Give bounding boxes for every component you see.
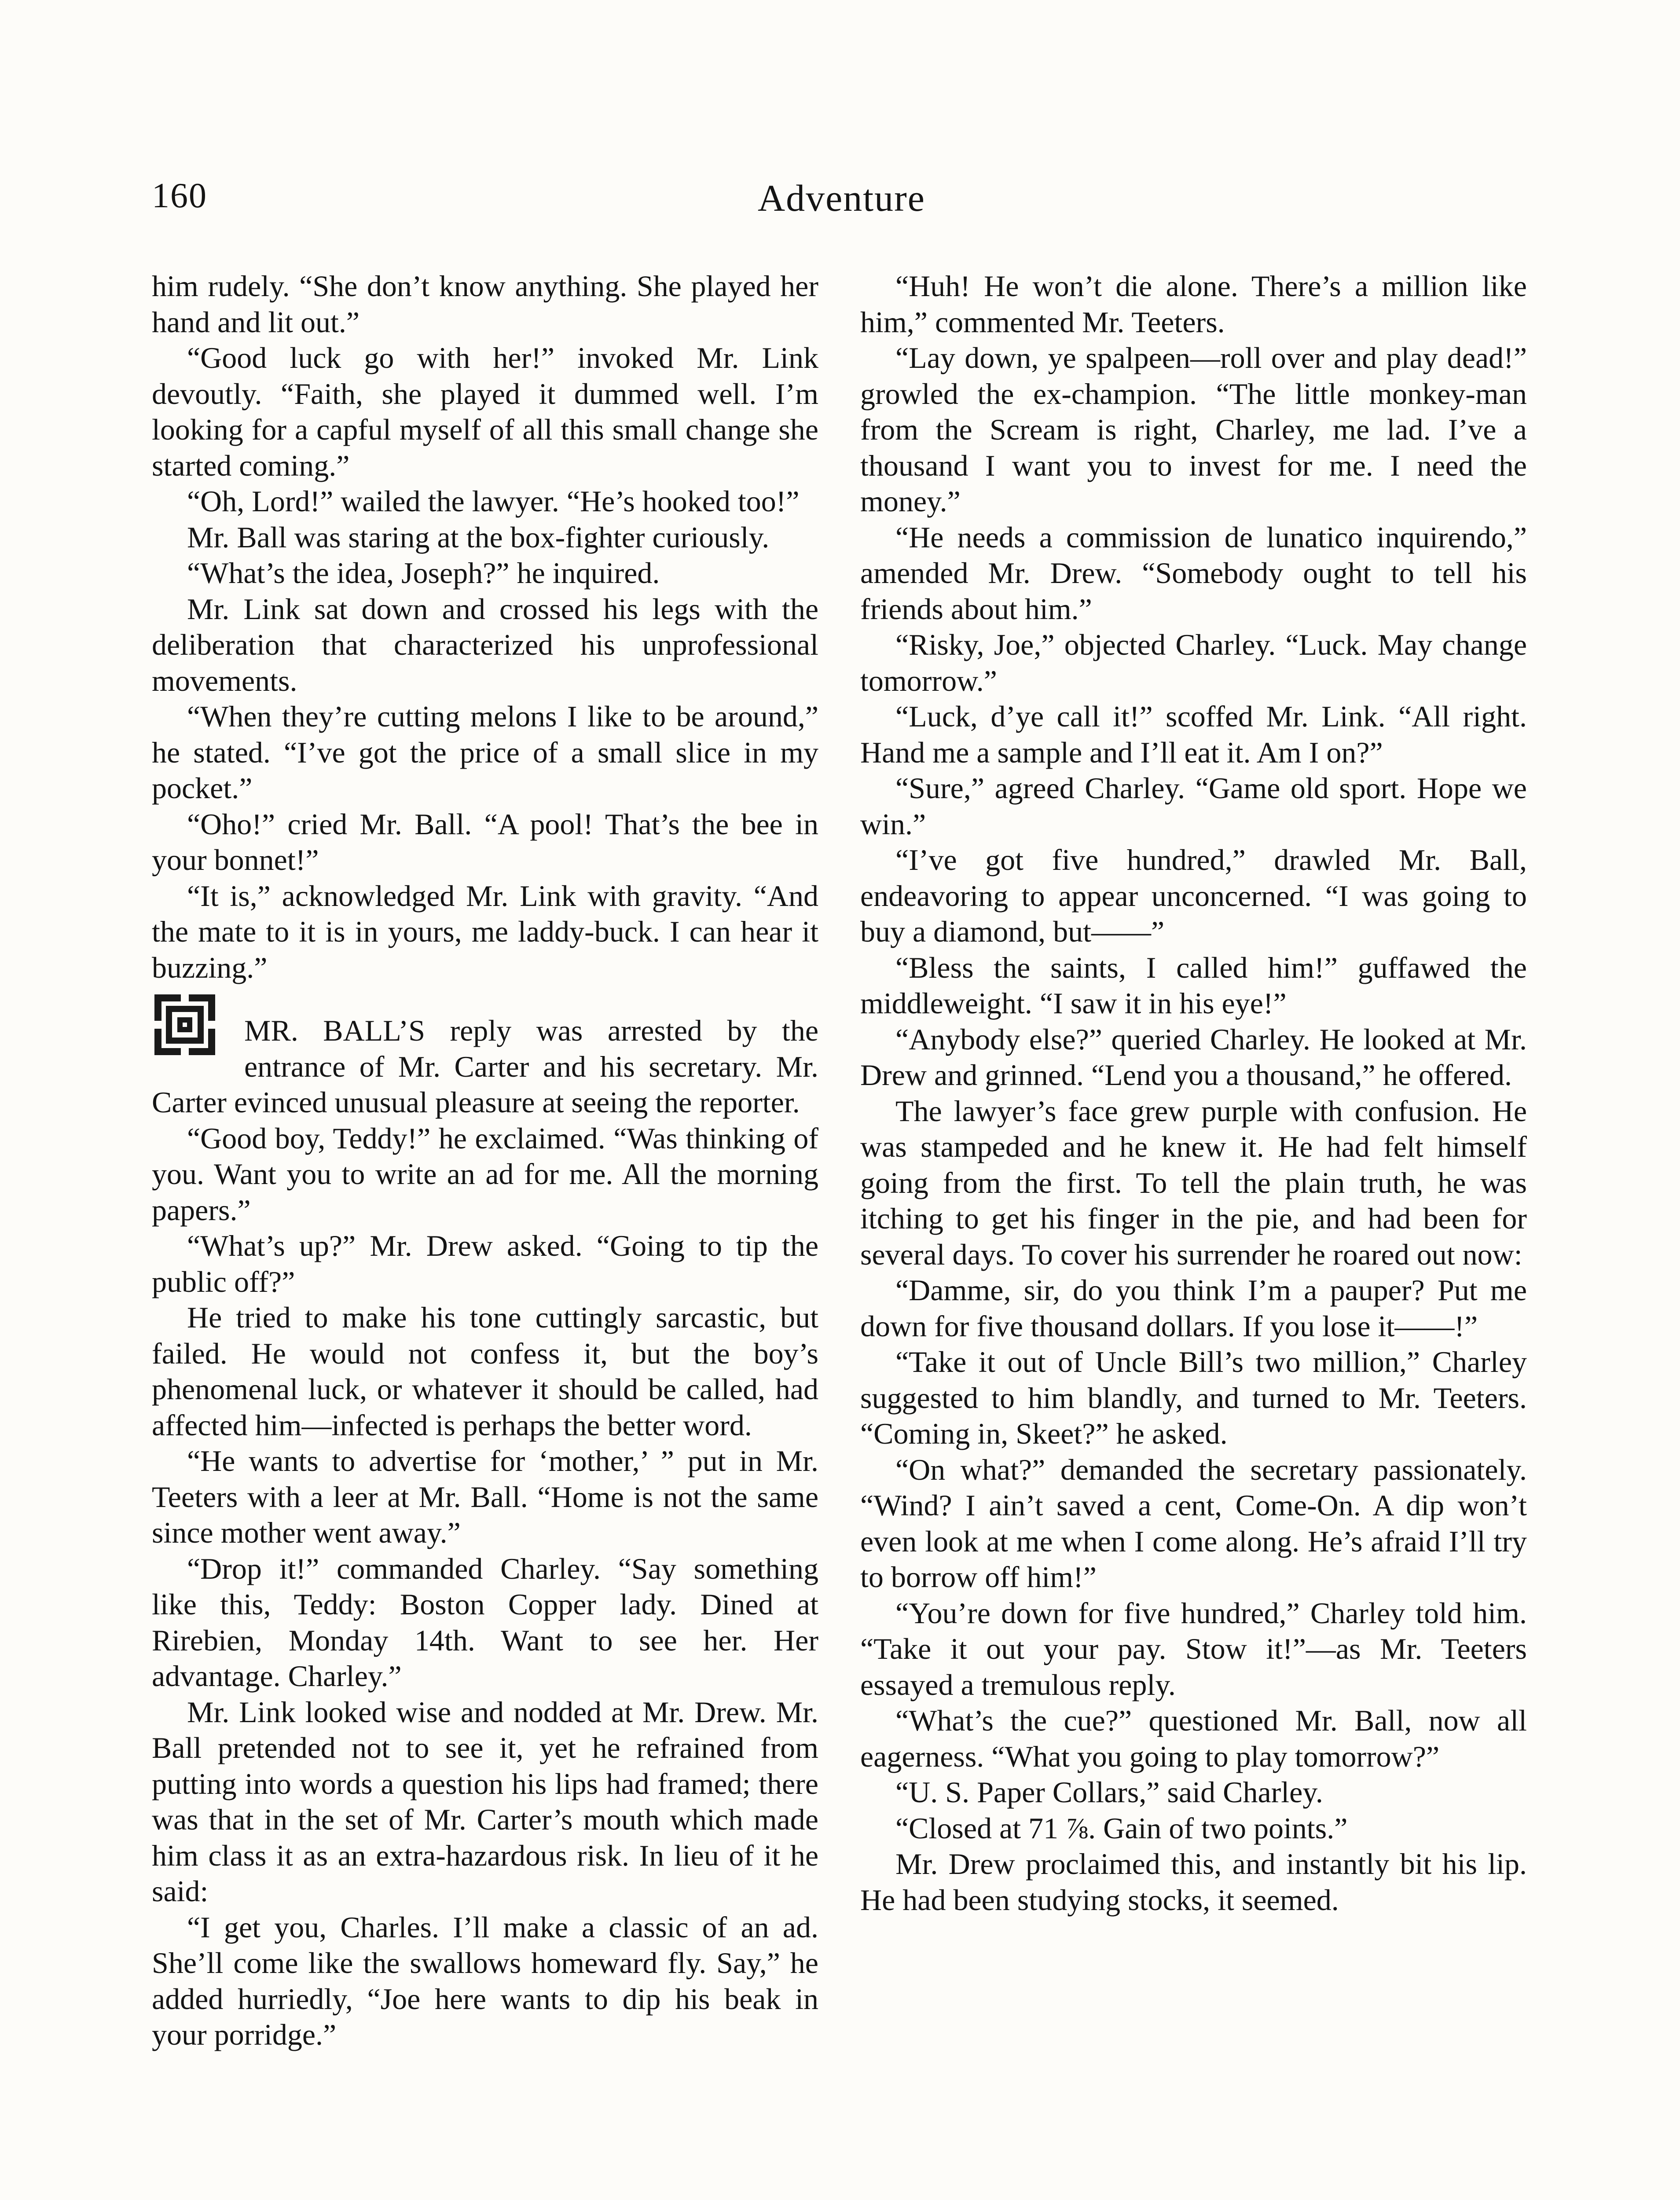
paragraph: Mr. Ball was staring at the box-fighter curiously. [187, 520, 770, 554]
running-title: Adventure [758, 177, 925, 219]
paragraph: “I get you, Charles. I’ll make a classic of an ad. She’ll come like the swallows homeward fly. Say,” he added hurriedly, “Joe here wants to dip his beak in your porridge.” [152, 1910, 818, 2051]
right-column [860, 268, 1527, 2200]
paragraph: “Oho!” cried Mr. Ball. “A pool! That’s the bee in your bonnet!” [152, 807, 818, 876]
paragraph: “What’s up?” Mr. Drew asked. “Going to tip the public off?” [152, 1229, 818, 1298]
paragraph: “On what?” demanded the secretary passionately. “Wind? I ain’t saved a cent, Come-On. A dip won’t even look at me when I come along. He’s afraid I’ll try to borrow off him!” [860, 1452, 1527, 1594]
paragraph: “When they’re cutting melons I like to be around,” he stated. “I’ve got the price of a small slice in my pocket.” [152, 700, 818, 805]
paragraph: “Good luck go with her!” invoked Mr. Link devoutly. “Faith, she played it dummed well. I’m looking for a capful myself of all this small change she started coming.” [152, 341, 818, 482]
paragraph: “What’s the idea, Joseph?” he inquired. [187, 556, 660, 590]
paragraph: “Luck, d’ye call it!” scoffed Mr. Link. “All right. Hand me a sample and I’ll eat it. Am I on?” [860, 700, 1527, 769]
paragraph: “Risky, Joe,” objected Charley. “Luck. May change tomorrow.” [860, 628, 1527, 697]
paragraph: “You’re down for five hundred,” Charley told him. “Take it out your pay. Stow it!”—as Mr. Teeters essayed a tremulous reply. [860, 1596, 1527, 1701]
paragraph: “Sure,” agreed Charley. “Game old sport. Hope we win.” [860, 771, 1527, 841]
paragraph: The lawyer’s face grew purple with confusion. He was stampeded and he knew it. He had felt himself going from the first. To tell the plain truth, he was itching to get his finger in the pie, and had been for several days. To cover his surrender he roared out now: [860, 1094, 1527, 1271]
paragraph: “He wants to advertise for ‘mother,’ ” put in Mr. Teeters with a leer at Mr. Ball. “Home is not the same since mother went away.” [152, 1444, 818, 1549]
section-paragraph: MR. BALL’S reply was arrested by the entrance of Mr. Carter and his secretary. Mr. Carter evinced unusual pleasure at seeing the reporter. [152, 1014, 818, 1119]
paragraph: “Anybody else?” queried Charley. He looked at Mr. Drew and grinned. “Lend you a thousand,” he offered. [860, 1022, 1527, 1092]
paragraph: him rudely. “She don’t know anything. She played her hand and lit out.” [152, 269, 818, 339]
paragraph: “Take it out of Uncle Bill’s two million,” Charley suggested to him blandly, and turned to Mr. Teeters. “Coming in, Skeet?” he asked. [860, 1345, 1527, 1450]
paragraph: “He needs a commission de lunatico inquirendo,” amended Mr. Drew. “Somebody ought to tell his friends about him.” [860, 520, 1527, 626]
paragraph: “Good boy, Teddy!” he exclaimed. “Was thinking of you. Want you to write an ad for me. All the morning papers.” [152, 1121, 818, 1227]
paragraph: “I’ve got five hundred,” drawled Mr. Ball, endeavoring to appear unconcerned. “I was going to buy a diamond, but——” [860, 843, 1527, 948]
paragraph: “Damme, sir, do you think I’m a pauper? Put me down for five thousand dollars. If you lose it——!” [860, 1273, 1527, 1343]
paragraph: Mr. Link looked wise and nodded at Mr. Drew. Mr. Ball pretended not to see it, yet he refrained from putting into words a question his lips had framed; there was that in the set of Mr. Carter’s mouth which made him class it as an extra-hazardous risk. In lieu of it he said: [152, 1695, 818, 1908]
paragraph: “Drop it!” commanded Charley. “Say something like this, Teddy: Boston Copper lady. Dined at Rirebien, Monday 14th. Want to see her. Her advantage. Charley.” [152, 1551, 818, 1693]
paragraph: “Closed at 71 ⅞. Gain of two points.” [895, 1811, 1348, 1845]
paragraph: “What’s the cue?” questioned Mr. Ball, now all eagerness. “What you going to play tomorrow?” [860, 1704, 1527, 1773]
paragraph: “Bless the saints, I called him!” guffawed the middleweight. “I saw it in his eye!” [860, 950, 1527, 1020]
paragraph: “Lay down, ye spalpeen—roll over and play dead!” growled the ex-champion. “The little monkey-man from the Scream is right, Charley, me lad. I’ve a thousand I want you to invest for me. I need the money.” [860, 341, 1527, 518]
paragraph: “It is,” acknowledged Mr. Link with gravity. “And the mate to it is in yours, me laddy-buck. I can hear it buzzing.” [152, 879, 818, 984]
page-header [152, 176, 1531, 242]
paragraph: “Oh, Lord!” wailed the lawyer. “He’s hooked too!” [187, 484, 800, 518]
paragraph: He tried to make his tone cuttingly sarcastic, but failed. He would not confess it, but the boy’s phenomenal luck, or whatever it should be called, had affected him—infected is perhaps the better word. [152, 1301, 818, 1442]
page-number: 160 [152, 176, 207, 215]
left-column [152, 268, 818, 2200]
paragraph: Mr. Drew proclaimed this, and instantly bit his lip. He had been studying stocks, it seemed. [860, 1847, 1527, 1917]
paragraph: “U. S. Paper Collars,” said Charley. [895, 1775, 1323, 1809]
paragraph: “Huh! He won’t die alone. There’s a million like him,” commented Mr. Teeters. [860, 269, 1527, 339]
ornament-initial-icon [152, 992, 218, 1058]
paragraph: Mr. Link sat down and crossed his legs with the deliberation that characterized his unprofessional movements. [152, 592, 818, 697]
